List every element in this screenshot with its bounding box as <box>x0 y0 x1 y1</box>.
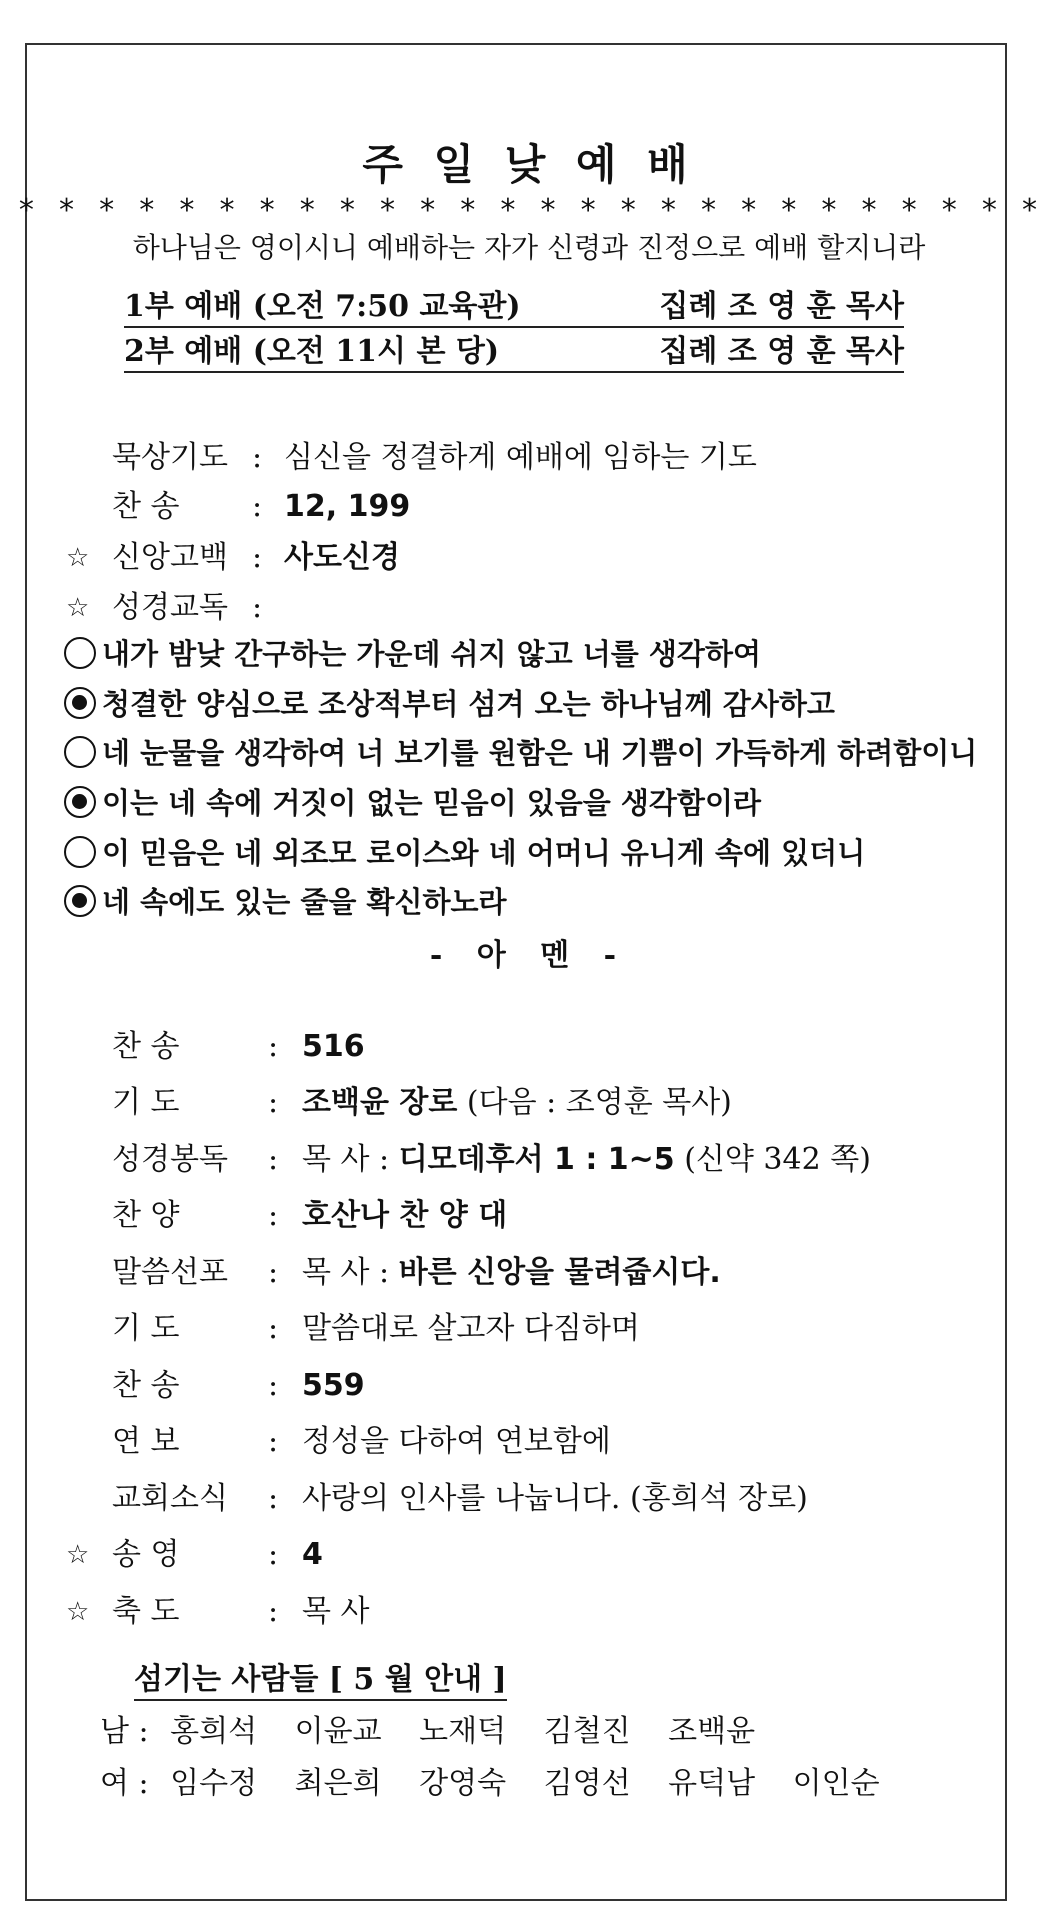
reading-line <box>64 783 761 823</box>
reading-text: 네 눈물을 생각하여 너 보기를 원함은 내 기쁨이 가득하게 하려함이니 <box>102 736 978 770</box>
order-sep: : <box>268 1198 279 1233</box>
order-value-bold: 559 <box>302 1368 365 1403</box>
order-sep: : <box>252 590 263 625</box>
order-value-text: 목 사 : <box>302 1142 399 1177</box>
order-label: 성경봉독 <box>112 1142 228 1177</box>
order-label: 찬 송 <box>112 489 180 524</box>
order-sep: : <box>268 1424 279 1459</box>
star-icon: ☆ <box>66 543 90 573</box>
order-value-text: 사랑의 인사를 나눕니다. (홍희석 장로) <box>302 1481 808 1516</box>
order-value <box>302 1422 611 1462</box>
star-divider: * * * * * * * * * * * * * * * * * * * * * * * * * * <box>17 193 1041 228</box>
order-value <box>302 1592 370 1632</box>
order-value <box>302 1309 640 1349</box>
order-value <box>302 1535 323 1575</box>
order-sep: : <box>268 1142 279 1177</box>
open-circle-icon <box>64 736 96 768</box>
server-name: 조백윤 <box>668 1714 756 1749</box>
server-name: 유덕남 <box>668 1766 756 1801</box>
order-sep: : <box>268 1255 279 1290</box>
servers-women <box>100 1764 908 1804</box>
reading-line <box>64 833 865 873</box>
server-name: 홍희석 <box>170 1714 258 1749</box>
order-value-text: 목 사 <box>302 1594 370 1629</box>
order-label: 기 도 <box>112 1085 180 1120</box>
order-label: 말씀선포 <box>112 1255 228 1290</box>
order-value-bold: 516 <box>302 1029 365 1064</box>
order-value-bold: 4 <box>302 1537 323 1572</box>
service-1 <box>124 288 904 328</box>
order-sep: : <box>268 1085 279 1120</box>
order-sep: : <box>252 489 263 524</box>
reading-text: 내가 밤낮 간구하는 가운데 쉬지 않고 너를 생각하여 <box>102 637 761 671</box>
server-name: 노재덕 <box>419 1714 507 1749</box>
filled-circle-icon <box>64 786 96 818</box>
order-value-text: 말씀대로 살고자 다짐하며 <box>302 1311 640 1346</box>
order-sep: : <box>268 1029 279 1064</box>
reading-text: 이는 네 속에 거짓이 없는 믿음이 있음을 생각함이라 <box>102 786 761 820</box>
order-label: 교회소식 <box>112 1481 228 1516</box>
order-value-note: (신약 342 쪽) <box>674 1142 871 1177</box>
order-label: 기 도 <box>112 1311 180 1346</box>
scripture-verse: 하나님은 영이시니 예배하는 자가 신령과 진정으로 예배 할지니라 <box>132 231 926 264</box>
order-sep: : <box>252 440 263 475</box>
filled-circle-icon <box>64 885 96 917</box>
order-value <box>302 1083 732 1123</box>
server-name: 이윤교 <box>294 1714 382 1749</box>
reading-line <box>64 634 761 674</box>
order-label: 찬 송 <box>112 1029 180 1064</box>
server-name: 강영숙 <box>419 1766 507 1801</box>
order-sep: : <box>268 1481 279 1516</box>
order-value <box>302 1027 365 1067</box>
star-icon: ☆ <box>66 1540 90 1570</box>
reading-line <box>64 684 835 724</box>
order-label: 찬 송 <box>112 1368 180 1403</box>
reading-text: 청결한 양심으로 조상적부터 섬겨 오는 하나님께 감사하고 <box>102 687 835 721</box>
order-value <box>302 1479 808 1519</box>
server-name: 김영선 <box>543 1766 631 1801</box>
open-circle-icon <box>64 637 96 669</box>
service-2 <box>124 333 904 373</box>
service-1-name: 1부 예배 (오전 7:50 교육관) <box>124 289 521 324</box>
filled-circle-icon <box>64 687 96 719</box>
order-value <box>302 1366 365 1406</box>
server-name: 최은희 <box>294 1766 382 1801</box>
order-label: 성경교독 <box>112 590 228 625</box>
order-sep: : <box>268 1537 279 1572</box>
service-1-officiant: 집례 조 영 훈 목사 <box>659 289 904 324</box>
servers-label: 남 : <box>100 1714 149 1749</box>
servers-title: 섬기는 사람들 [ 5 월 안내 ] <box>134 1661 507 1701</box>
reading-text: 이 믿음은 네 외조모 로이스와 네 어머니 유니게 속에 있더니 <box>102 836 866 870</box>
server-name: 이인순 <box>792 1766 880 1801</box>
service-2-officiant: 집례 조 영 훈 목사 <box>659 334 904 369</box>
reading-text: 네 속에도 있는 줄을 확신하노라 <box>102 885 507 919</box>
order-sep: : <box>268 1594 279 1629</box>
order-value-note: (다음 : 조영훈 목사) <box>457 1085 732 1120</box>
server-name: 임수정 <box>170 1766 258 1801</box>
order-value: 심신을 정결하게 예배에 임하는 기도 <box>284 440 757 475</box>
order-label: 신앙고백 <box>112 540 228 575</box>
star-icon: ☆ <box>66 1597 90 1627</box>
page-title: 주 일 낮 예 배 <box>362 140 696 189</box>
order-value-text: 정성을 다하여 연보함에 <box>302 1424 611 1459</box>
reading-line <box>64 882 507 922</box>
order-value: 사도신경 <box>284 540 400 575</box>
order-value-text: 목 사 : <box>302 1255 399 1290</box>
order-label: 송 영 <box>112 1537 180 1572</box>
order-sep: : <box>252 540 263 575</box>
order-sep: : <box>268 1311 279 1346</box>
order-label: 연 보 <box>112 1424 180 1459</box>
order-label: 축 도 <box>112 1594 180 1629</box>
server-name: 김철진 <box>543 1714 631 1749</box>
amen: - 아 멘 - <box>429 938 629 973</box>
order-label: 묵상기도 <box>112 440 228 475</box>
open-circle-icon <box>64 836 96 868</box>
order-value <box>302 1140 871 1180</box>
order-value <box>302 1196 507 1236</box>
service-2-name: 2부 예배 (오전 11시 본 당) <box>124 334 500 369</box>
order-label: 찬 양 <box>112 1198 180 1233</box>
servers-label: 여 : <box>100 1766 149 1801</box>
order-value-bold: 조백윤 장로 <box>302 1085 458 1120</box>
order-value <box>302 1253 721 1293</box>
order-value-bold: 호산나 찬 양 대 <box>302 1198 508 1233</box>
order-value: 12, 199 <box>284 489 411 524</box>
servers-men <box>100 1712 783 1752</box>
order-value-bold: 디모데후서 1 : 1~5 <box>398 1142 675 1177</box>
star-icon: ☆ <box>66 593 90 623</box>
reading-line <box>64 733 977 773</box>
order-sep: : <box>268 1368 279 1403</box>
order-value-bold: 바른 신앙을 물려줍시다. <box>398 1255 721 1290</box>
